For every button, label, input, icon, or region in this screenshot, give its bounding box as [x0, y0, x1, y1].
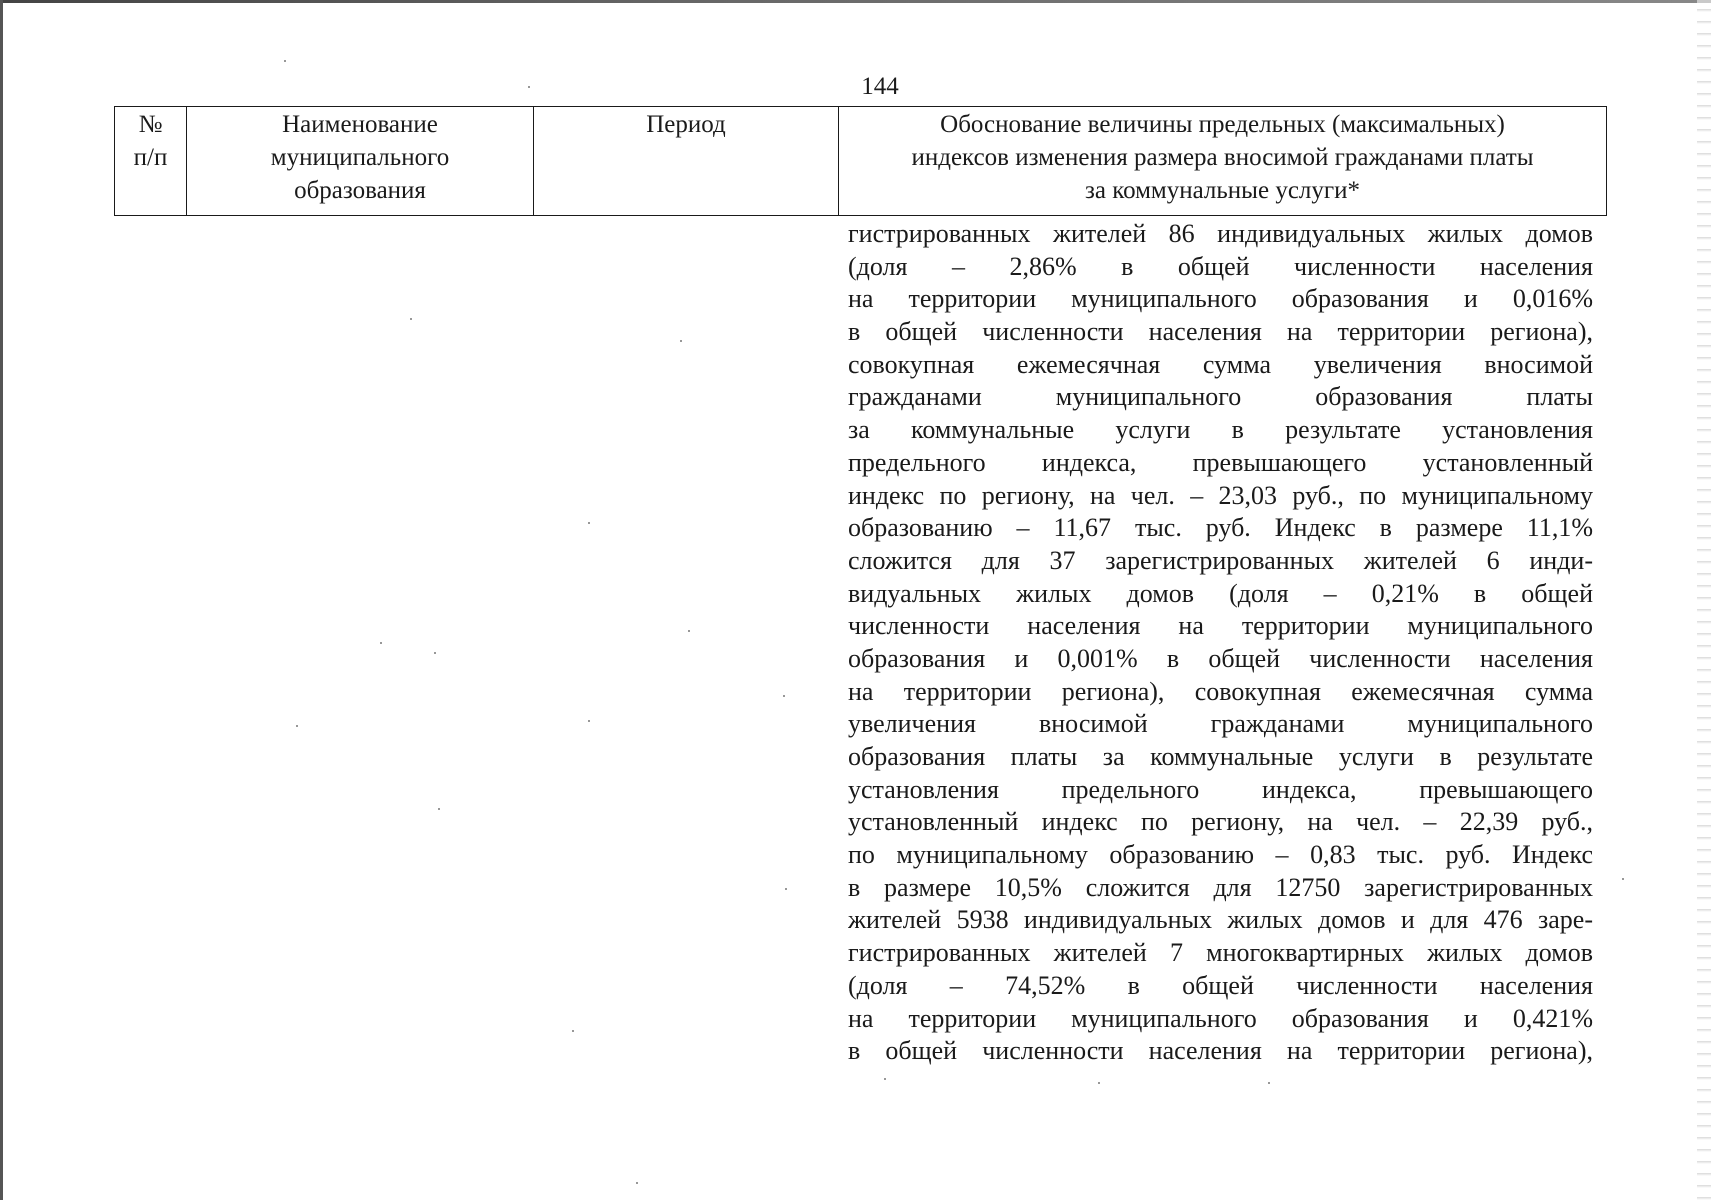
table-header — [114, 106, 1607, 216]
text-line: в общей численности населения на территории региона), — [848, 317, 1593, 347]
column-header-period: Период — [534, 107, 839, 216]
text-line: установления предельного индекса, превышающего — [848, 774, 1593, 804]
justification-text — [848, 218, 1593, 1068]
scan-speck — [688, 630, 690, 632]
text-line: на территории муниципального образования и 0,016% — [848, 284, 1593, 314]
scan-speck — [588, 522, 590, 524]
scan-speck — [636, 1182, 638, 1184]
scan-speck — [296, 725, 298, 727]
scan-speck — [588, 720, 590, 722]
text-line: предельного индекса, превышающего установленный — [848, 447, 1593, 477]
scan-speck — [1268, 1082, 1270, 1084]
text-line: за коммунальные услуги в результате установления — [848, 415, 1593, 445]
scan-speck — [410, 318, 412, 320]
scan-speck — [434, 652, 436, 654]
scan-edge-left — [0, 0, 3, 1200]
text-line: жителей 5938 индивидуальных жилых домов и для 476 заре- — [848, 905, 1593, 935]
text-line: в размере 10,5% сложится для 12750 зарегистрированных — [848, 872, 1593, 902]
scan-speck — [1622, 878, 1624, 880]
scan-speck — [884, 1078, 886, 1080]
text-line: численности населения на территории муниципального — [848, 611, 1593, 641]
scan-speck — [438, 808, 440, 810]
text-line: сложится для 37 зарегистрированных жителей 6 инди- — [848, 545, 1593, 575]
text-line: гражданами муниципального образования платы — [848, 382, 1593, 412]
text-line: на территории региона), совокупная ежемесячная сумма — [848, 676, 1593, 706]
scan-speck — [572, 1030, 574, 1032]
scan-speck — [528, 86, 530, 88]
scan-speck — [284, 60, 286, 62]
scan-speck — [680, 340, 682, 342]
text-line: установленный индекс по региону, на чел. – 22,39 руб., — [848, 807, 1593, 837]
scan-speck — [785, 888, 787, 890]
text-line: увеличения вносимой гражданами муниципального — [848, 709, 1593, 739]
page-number: 144 — [861, 73, 899, 100]
text-line: по муниципальному образованию – 0,83 тыс. руб. Индекс — [848, 840, 1593, 870]
text-line: на территории муниципального образования и 0,421% — [848, 1003, 1593, 1033]
column-header-justification: Обоснование величины предельных (максимальных) индексов изменения размера вносимой гражданами платы за коммунальные услуги* — [839, 107, 1607, 216]
text-line: образования платы за коммунальные услуги в результате — [848, 742, 1593, 771]
text-line: образования и 0,001% в общей численности населения — [848, 643, 1593, 673]
table-header-row — [115, 107, 1607, 216]
scan-speck — [783, 695, 785, 697]
column-header-municipality-name: Наименование муниципального образования — [187, 107, 534, 216]
column-header-number: № п/п — [115, 107, 187, 216]
text-line: видуальных жилых домов (доля – 0,21% в общей — [848, 578, 1593, 608]
text-line: гистрированных жителей 7 многоквартирных жилых домов — [848, 938, 1593, 968]
scan-speck — [1098, 1082, 1100, 1084]
scan-speck — [380, 642, 382, 644]
text-line: образованию – 11,67 тыс. руб. Индекс в размере 11,1% — [848, 513, 1593, 543]
text-line: совокупная ежемесячная сумма увеличения вносимой — [848, 349, 1593, 379]
text-line: в общей численности населения на территории региона), — [848, 1036, 1593, 1066]
text-line: индекс по региону, на чел. – 23,03 руб., по муниципальному — [848, 480, 1593, 510]
text-line: (доля – 74,52% в общей численности населения — [848, 970, 1593, 1000]
text-line: гистрированных жителей 86 индивидуальных жилых домов — [848, 219, 1593, 248]
text-line: (доля – 2,86% в общей численности населения — [848, 251, 1593, 281]
scan-edge-right — [1697, 0, 1711, 1200]
scan-edge-top — [0, 0, 1711, 3]
